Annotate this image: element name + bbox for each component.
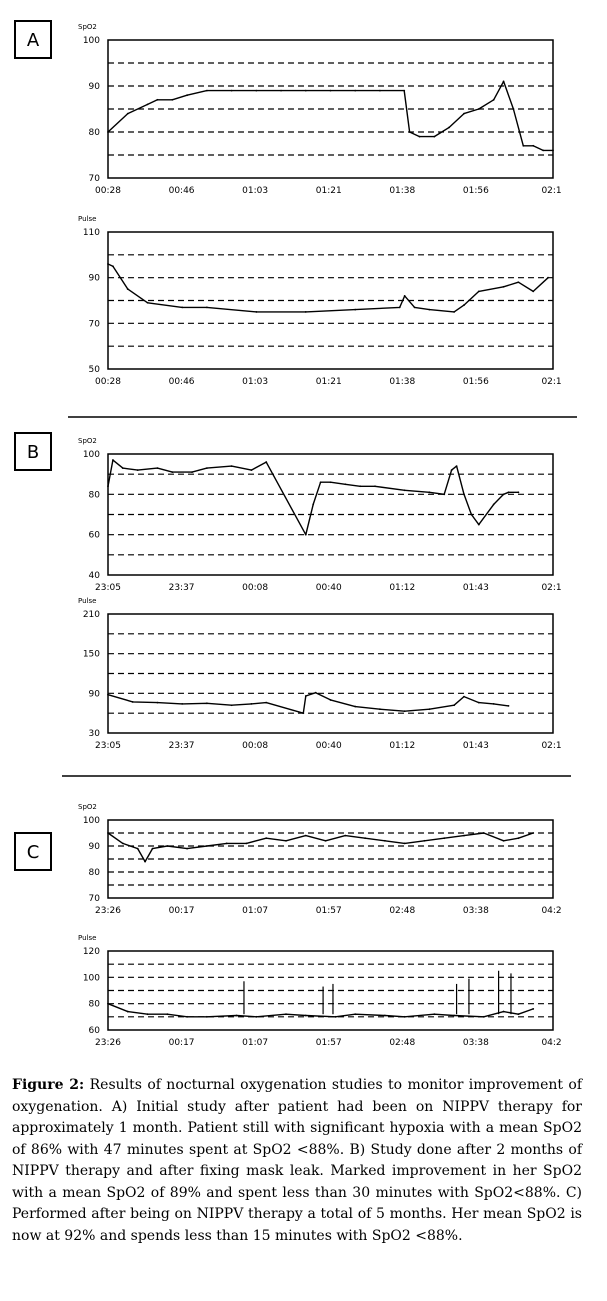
data-point (552, 150, 554, 152)
y-tick-label: 100 (82, 450, 100, 460)
chart-c-spo2 (78, 803, 562, 916)
x-tick-label: 01:57 (315, 906, 342, 916)
series-line (108, 264, 548, 312)
data-point (493, 504, 495, 506)
data-point (305, 1015, 307, 1017)
data-point (453, 311, 455, 313)
data-point (181, 703, 183, 705)
y-axis-label: Pulse (78, 215, 97, 223)
data-point (364, 837, 366, 839)
data-point (419, 136, 421, 138)
data-point (547, 277, 549, 279)
data-point (250, 469, 252, 471)
data-point (127, 113, 129, 115)
data-point (186, 1016, 188, 1018)
data-point (255, 1016, 257, 1018)
data-point (478, 290, 480, 292)
data-point (231, 90, 233, 92)
data-point (320, 481, 322, 483)
data-point (453, 1015, 455, 1017)
x-tick-label: 01:03 (242, 186, 269, 196)
series-line (108, 81, 553, 150)
x-tick-label: 02:48 (389, 906, 416, 916)
data-point (503, 286, 505, 288)
data-point (107, 131, 109, 133)
data-point (379, 90, 381, 92)
data-point (137, 848, 139, 850)
x-tick-label: 01:12 (389, 741, 416, 751)
data-point (157, 467, 159, 469)
data-point (414, 306, 416, 308)
data-point (503, 81, 505, 83)
data-point (312, 504, 314, 506)
y-axis-label: Pulse (78, 934, 97, 942)
panel-label-b-text: B (26, 442, 40, 463)
data-point (517, 1013, 519, 1015)
data-point (255, 311, 257, 313)
data-point (186, 94, 188, 96)
y-tick-label: 60 (88, 530, 100, 541)
y-tick-label: 120 (82, 947, 100, 957)
y-tick-label: 70 (88, 319, 100, 330)
data-point (107, 263, 109, 265)
data-point (305, 311, 307, 313)
data-point (513, 108, 515, 110)
x-tick-label: 01:07 (242, 1038, 269, 1048)
figure-caption (12, 1075, 582, 1247)
x-tick-label: 04:2 (541, 1038, 562, 1048)
data-point (443, 837, 445, 839)
data-point (456, 465, 458, 467)
data-point (463, 696, 465, 698)
x-tick-label: 00:28 (95, 186, 121, 196)
data-point (428, 491, 430, 493)
data-point (325, 840, 327, 842)
y-axis-label: SpO2 (78, 803, 97, 811)
chart-a-spo2 (78, 23, 562, 196)
x-tick-label: 00:17 (168, 906, 195, 916)
panel-label-a (15, 21, 51, 58)
data-point (354, 1013, 356, 1015)
data-point (255, 90, 257, 92)
chart-b-spo2 (78, 437, 562, 593)
chart-c-pulse (78, 934, 562, 1048)
data-point (302, 712, 304, 714)
x-tick-label: 01:21 (315, 186, 342, 196)
data-point (404, 1016, 406, 1018)
y-tick-label: 90 (88, 82, 100, 92)
y-tick-label: 80 (88, 128, 100, 138)
caption-label: Figure 2: (12, 1077, 85, 1093)
data-point (384, 1015, 386, 1017)
data-point (404, 489, 406, 491)
data-point (517, 281, 519, 283)
x-tick-label: 01:38 (389, 186, 416, 196)
y-axis-label: Pulse (78, 597, 97, 605)
data-point (344, 835, 346, 837)
data-point (157, 702, 159, 704)
x-tick-label: 00:08 (242, 583, 269, 593)
data-point (443, 493, 445, 495)
y-tick-label: 100 (82, 36, 100, 46)
x-tick-label: 01:03 (242, 377, 269, 387)
data-point (166, 845, 168, 847)
data-point (246, 843, 248, 845)
data-point (532, 1008, 534, 1010)
x-tick-label: 02:48 (389, 1038, 416, 1048)
data-point (508, 491, 510, 493)
x-tick-label: 23:37 (168, 741, 195, 751)
y-tick-label: 70 (88, 174, 100, 184)
data-point (403, 90, 405, 92)
data-point (503, 1011, 505, 1013)
data-point (285, 840, 287, 842)
data-point (206, 306, 208, 308)
data-point (542, 150, 544, 152)
data-point (206, 90, 208, 92)
data-point (532, 290, 534, 292)
data-point (265, 461, 267, 463)
data-point (226, 843, 228, 845)
data-point (483, 1016, 485, 1018)
data-point (152, 848, 154, 850)
panel-label-c (15, 833, 51, 870)
data-point (433, 1013, 435, 1015)
data-point (344, 483, 346, 485)
data-point (424, 840, 426, 842)
panel-label-b (15, 433, 51, 470)
x-tick-label: 01:56 (462, 377, 489, 387)
y-axis-label: SpO2 (78, 437, 97, 445)
data-point (236, 1015, 238, 1017)
data-point (517, 837, 519, 839)
data-point (374, 485, 376, 487)
data-point (451, 469, 453, 471)
data-point (107, 1003, 109, 1005)
data-point (144, 861, 146, 863)
data-point (404, 843, 406, 845)
y-tick-label: 90 (88, 273, 100, 284)
data-point (493, 703, 495, 705)
data-point (503, 493, 505, 495)
x-tick-label: 02:1 (541, 377, 562, 387)
data-point (409, 131, 411, 133)
x-tick-label: 01:43 (462, 741, 489, 751)
data-point (305, 695, 307, 697)
x-tick-label: 01:21 (315, 377, 342, 387)
data-point (107, 485, 109, 487)
x-tick-label: 04:2 (541, 906, 562, 916)
data-point (112, 459, 114, 461)
y-tick-label: 70 (88, 894, 100, 904)
y-tick-label: 90 (88, 842, 100, 852)
y-tick-label: 60 (88, 1026, 100, 1036)
y-tick-label: 150 (82, 649, 100, 660)
data-point (532, 832, 534, 834)
x-tick-label: 23:05 (95, 583, 121, 593)
x-tick-label: 01:12 (389, 583, 416, 593)
data-point (157, 99, 159, 101)
data-point (231, 704, 233, 706)
data-point (285, 1013, 287, 1015)
x-tick-label: 03:38 (462, 1038, 489, 1048)
data-point (448, 127, 450, 129)
chart-a-pulse (78, 215, 562, 387)
series-line (108, 693, 509, 714)
data-point (147, 302, 149, 304)
series-line (108, 833, 533, 862)
data-point (147, 1013, 149, 1015)
data-point (522, 145, 524, 147)
x-tick-label: 00:08 (242, 741, 269, 751)
data-point (354, 90, 356, 92)
data-point (483, 832, 485, 834)
y-tick-label: 80 (88, 868, 100, 878)
data-point (122, 843, 124, 845)
y-tick-label: 30 (88, 729, 100, 739)
data-point (305, 534, 307, 536)
data-point (107, 832, 109, 834)
y-tick-label: 40 (88, 571, 100, 581)
data-point (532, 145, 534, 147)
charts-layer (78, 23, 562, 1048)
series-line (108, 460, 518, 535)
data-point (330, 699, 332, 701)
x-tick-label: 00:28 (95, 377, 121, 387)
data-point (478, 524, 480, 526)
y-tick-label: 80 (88, 490, 100, 501)
data-point (122, 467, 124, 469)
data-point (265, 702, 267, 704)
y-tick-label: 50 (88, 365, 100, 375)
data-point (517, 491, 519, 493)
data-point (315, 692, 317, 694)
x-tick-label: 02:1 (541, 583, 562, 593)
data-point (127, 1011, 129, 1013)
y-axis-label: SpO2 (78, 23, 97, 31)
x-tick-label: 02:1 (541, 186, 562, 196)
data-point (359, 485, 361, 487)
y-tick-label: 80 (88, 999, 100, 1010)
x-tick-label: 00:40 (315, 583, 342, 593)
x-tick-label: 01:57 (315, 1038, 342, 1048)
data-point (433, 136, 435, 138)
data-point (428, 708, 430, 710)
data-point (186, 848, 188, 850)
y-tick-label: 90 (88, 689, 100, 700)
data-point (463, 493, 465, 495)
data-point (428, 309, 430, 311)
x-tick-label: 23:26 (95, 906, 121, 916)
data-point (463, 304, 465, 306)
data-point (231, 465, 233, 467)
data-point (453, 704, 455, 706)
panel-label-c-text: C (26, 842, 40, 863)
data-point (191, 471, 193, 473)
data-point (335, 1016, 337, 1018)
data-point (305, 90, 307, 92)
data-point (112, 265, 114, 267)
x-tick-label: 02:1 (541, 741, 562, 751)
data-point (503, 840, 505, 842)
x-tick-label: 00:46 (168, 377, 195, 387)
caption-text: Results of nocturnal oxygenation studies to monitor improvement of oxygenation. A) Initial study after patient had been on NIPPV therapy for approximately 1 month. Patient still with significant hypoxia with a mean SpO2 of 86% with 47 minutes spent at SpO2 <88%. B) Study done after 2 months of NIPPV therapy and after fixing mask leak. Marked improvement in her SpO2 with a mean SpO2 of 89% and spent less than 30 minutes with SpO2<88%. C) Performed after being on NIPPV therapy a total of 5 months. Her mean SpO2 is now at 92% and spends less than 15 minutes with SpO2 <88%. (12, 1077, 583, 1244)
x-tick-label: 01:38 (389, 377, 416, 387)
data-point (379, 708, 381, 710)
x-tick-label: 23:05 (95, 741, 121, 751)
data-point (132, 701, 134, 703)
data-point (330, 481, 332, 483)
data-point (354, 309, 356, 311)
x-tick-label: 00:46 (168, 186, 195, 196)
panel-label-a-text: A (26, 30, 40, 51)
data-point (354, 706, 356, 708)
data-point (181, 306, 183, 308)
x-tick-label: 03:38 (462, 906, 489, 916)
data-point (404, 295, 406, 297)
data-point (171, 99, 173, 101)
x-tick-label: 01:43 (462, 583, 489, 593)
data-point (280, 90, 282, 92)
data-point (206, 702, 208, 704)
data-point (399, 306, 401, 308)
y-tick-label: 100 (82, 816, 100, 826)
y-tick-label: 210 (82, 610, 100, 620)
data-point (463, 835, 465, 837)
data-point (171, 471, 173, 473)
data-point (206, 845, 208, 847)
data-point (206, 467, 208, 469)
data-point (493, 99, 495, 101)
y-tick-label: 110 (82, 228, 100, 238)
data-point (463, 113, 465, 115)
data-point (508, 705, 510, 707)
data-point (206, 1016, 208, 1018)
x-tick-label: 01:56 (462, 186, 489, 196)
chart-b-pulse (78, 597, 562, 751)
data-point (478, 702, 480, 704)
x-tick-label: 00:40 (315, 741, 342, 751)
x-tick-label: 00:17 (168, 1038, 195, 1048)
y-tick-label: 100 (82, 973, 100, 984)
data-point (330, 90, 332, 92)
data-point (137, 469, 139, 471)
data-point (166, 1013, 168, 1015)
x-tick-label: 01:07 (242, 906, 269, 916)
data-point (478, 108, 480, 110)
data-point (384, 840, 386, 842)
data-point (107, 694, 109, 696)
data-point (265, 837, 267, 839)
data-point (471, 514, 473, 516)
data-point (404, 710, 406, 712)
x-tick-label: 23:26 (95, 1038, 121, 1048)
data-point (127, 288, 129, 290)
data-point (147, 104, 149, 106)
data-point (305, 835, 307, 837)
data-point (250, 703, 252, 705)
x-tick-label: 23:37 (168, 583, 195, 593)
